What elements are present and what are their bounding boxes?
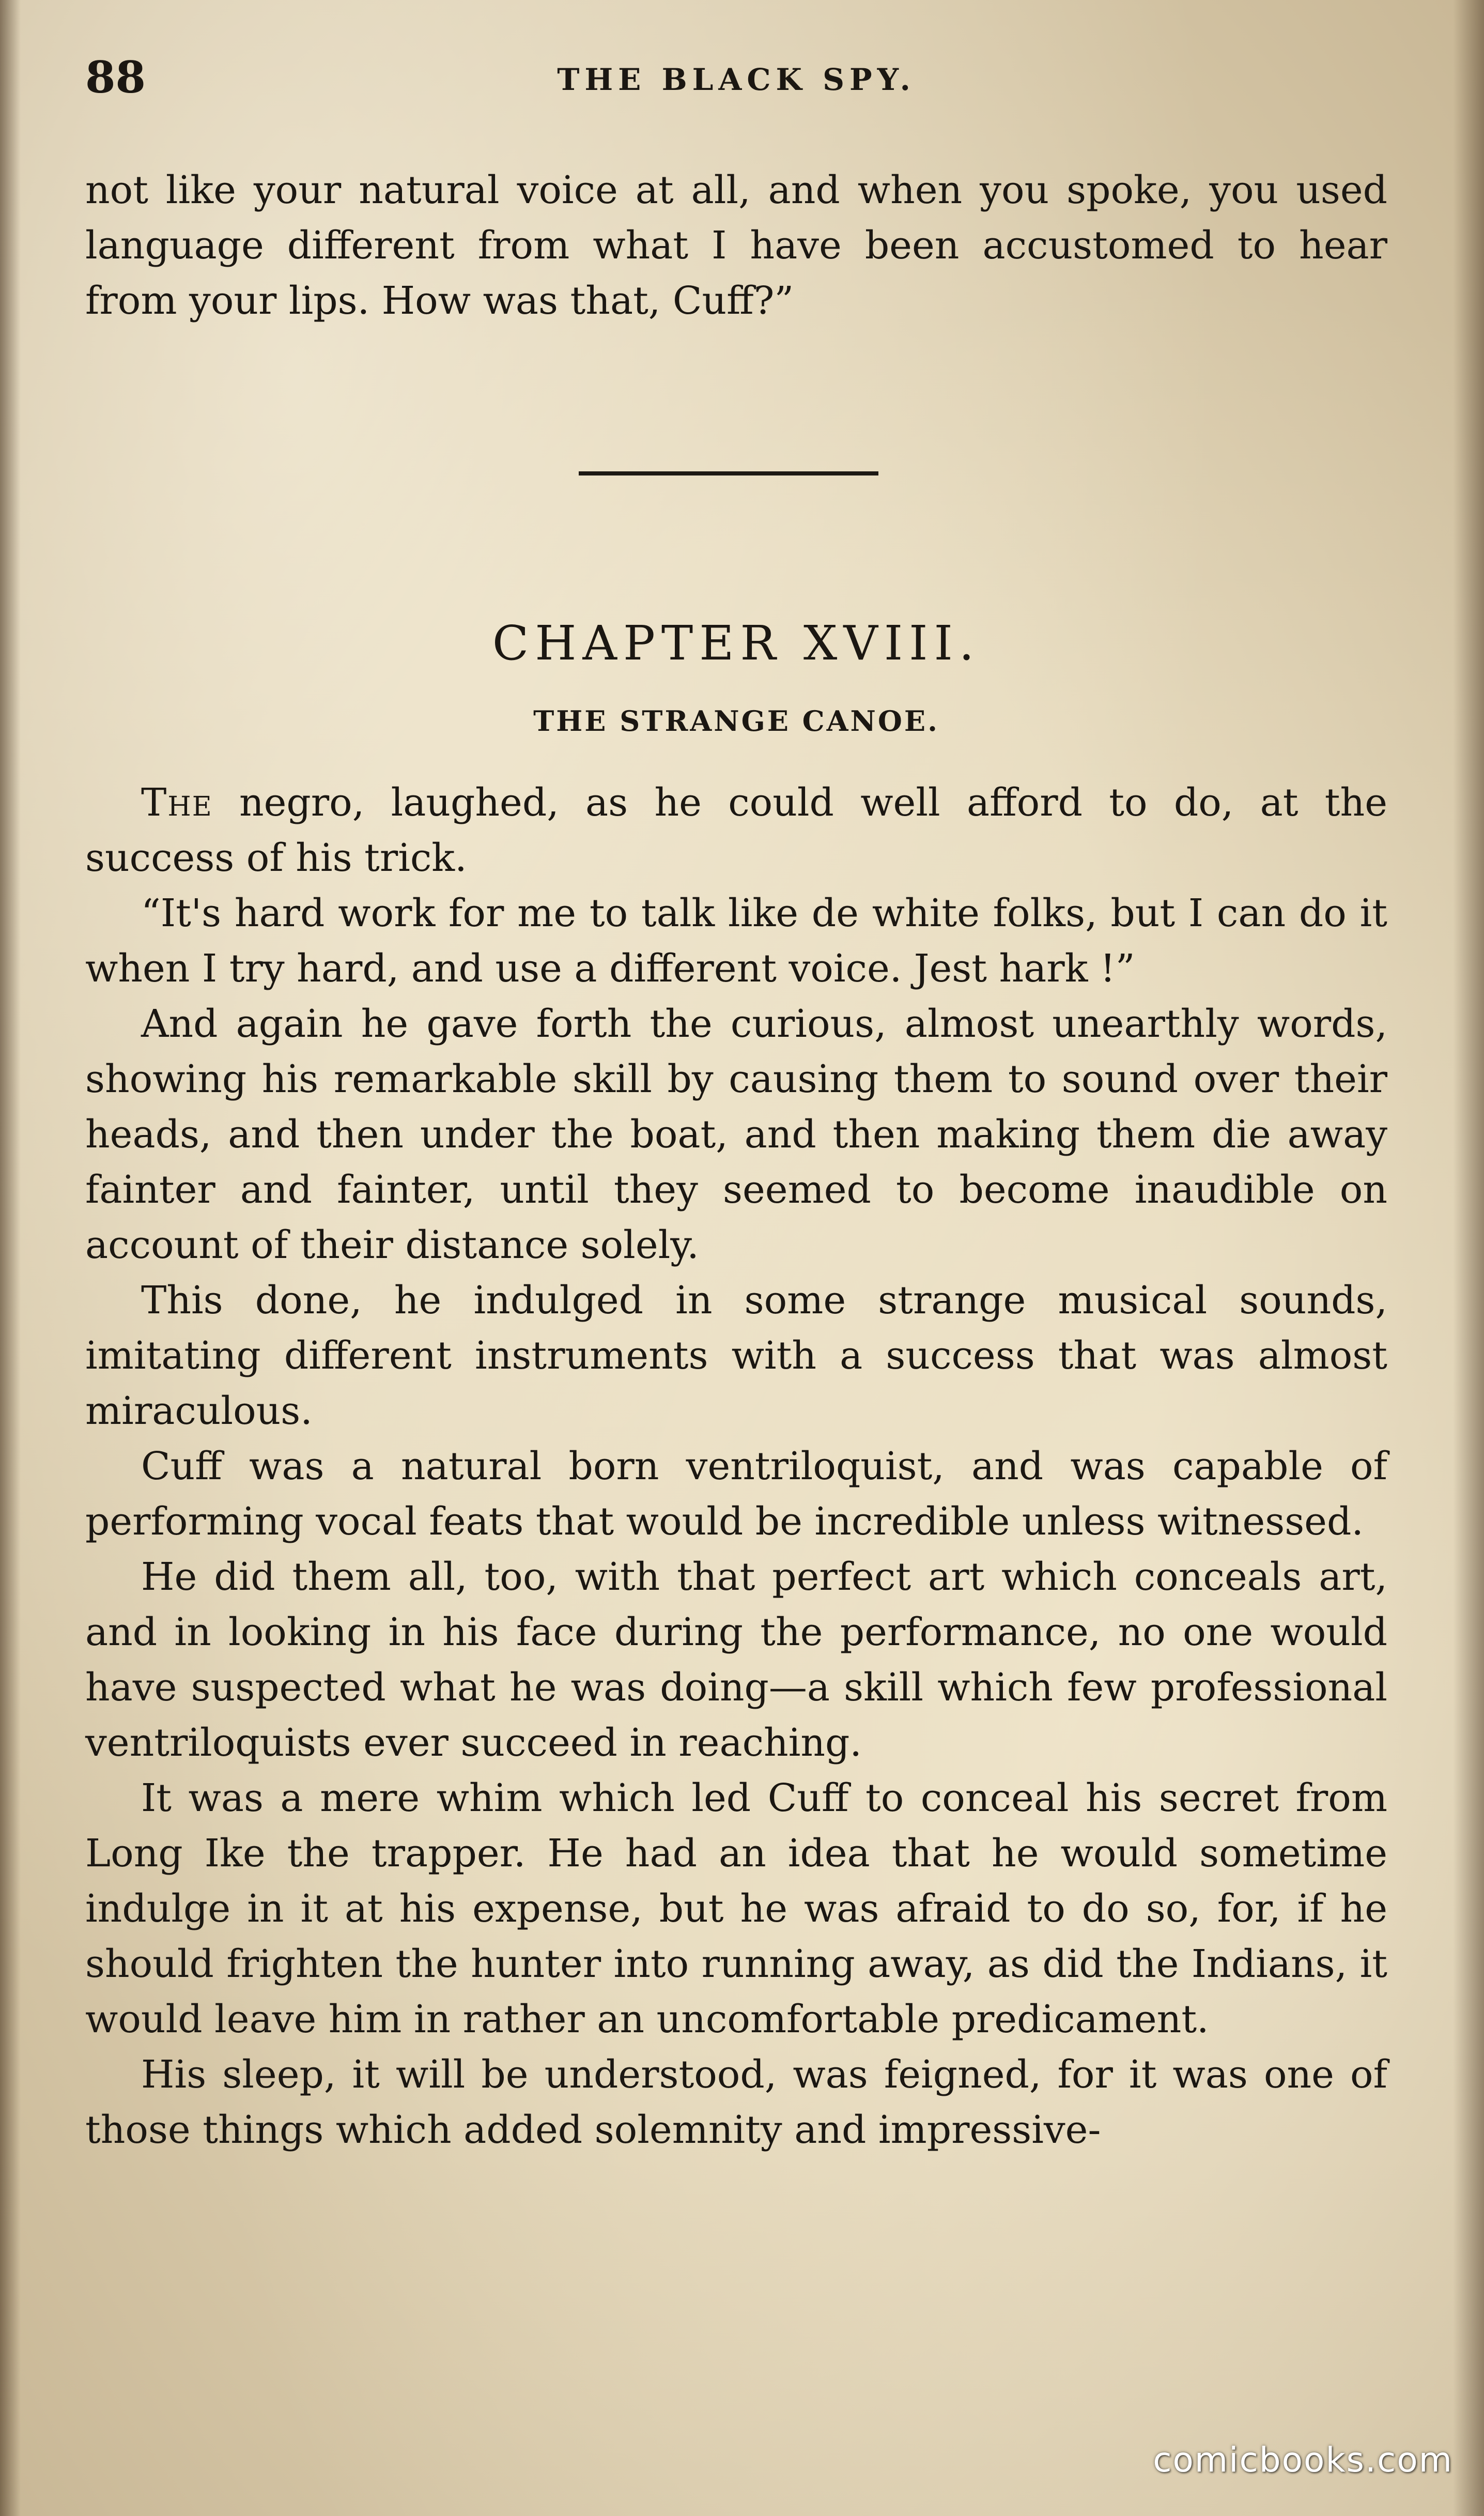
- running-head: [85, 52, 1387, 109]
- paragraph: [85, 775, 1387, 886]
- paragraph: His sleep, it will be understood, was feigned, for it was one of those things which added solemnity and impressive-: [85, 2052, 1387, 2152]
- page-edge-shadow-left: [0, 0, 21, 2516]
- paragraph-first-word: The: [141, 780, 213, 825]
- site-watermark: comicbooks.com: [1153, 2440, 1453, 2480]
- paragraph: He did them all, too, with that perfect art which conceals art, and in looking in his face during the performance, no one would have suspected what he was doing—a skill which few professional ventriloquists ever succeed in reaching.: [85, 1555, 1387, 1765]
- paragraph: It was a mere whim which led Cuff to conceal his secret from Long Ike the trapper. He had an idea that he would sometime indulge in it at his expense, but he was afraid to do so, for, if he should frighten the hunter into running away, as did the Indians, it would leave him in rather an uncomfortable predicament.: [85, 1776, 1387, 2042]
- page-number: 88: [85, 52, 146, 103]
- chapter-body: [85, 775, 1387, 2158]
- opening-paragraph: not like your natural voice at all, and when you spoke, you used language different from what I have been accustomed to hear from your lips. How was that, Cuff?”: [85, 168, 1387, 323]
- page-edge-shadow-right: [1453, 0, 1484, 2516]
- paragraph: “It's hard work for me to talk like de white folks, but I can do it when I try hard, and use a different voice. Jest hark !”: [85, 891, 1387, 991]
- paragraph-text: negro, laughed, as he could well afford to do, at the success of his trick.: [85, 780, 1387, 880]
- opening-paragraph-block: [85, 163, 1387, 329]
- paragraph: And again he gave forth the curious, almost unearthly words, showing his remarkable skill by causing them to sound over their heads, and then under the boat, and then making them die away fainter and fainter, until they seemed to become inaudible on account of their distance solely.: [85, 1002, 1387, 1267]
- book-title: THE BLACK SPY.: [557, 62, 916, 97]
- paragraph: This done, he indulged in some strange musical sounds, imitating different instruments with a success that was almost miraculous.: [85, 1278, 1387, 1433]
- paragraph: Cuff was a natural born ventriloquist, and was capable of performing vocal feats that would be incredible unless witnessed.: [85, 1444, 1387, 1544]
- section-rule: [579, 471, 878, 475]
- chapter-subtitle: THE STRANGE CANOE.: [533, 704, 939, 738]
- chapter-heading: CHAPTER XVIII.: [492, 616, 981, 671]
